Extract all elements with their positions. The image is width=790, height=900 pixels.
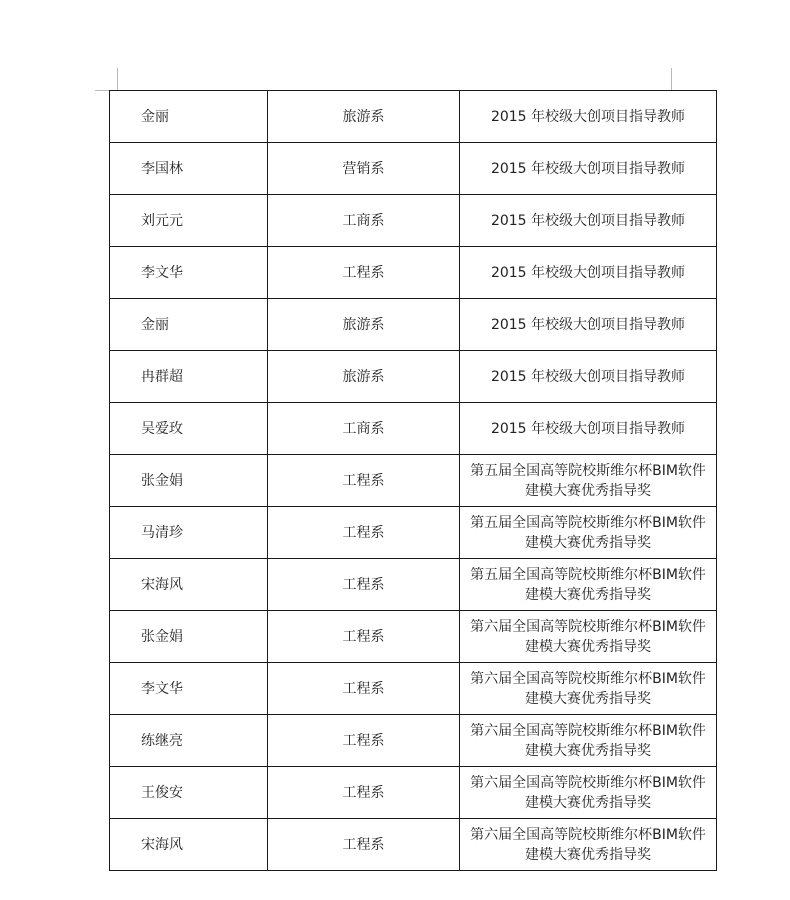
department-cell: 工程系 bbox=[268, 507, 460, 559]
department-cell: 工商系 bbox=[268, 403, 460, 455]
award-text: 2015 年校级大创项目指导教师 bbox=[490, 420, 686, 437]
table-row bbox=[110, 559, 717, 611]
award-cell bbox=[460, 611, 717, 663]
award-cell bbox=[460, 299, 717, 351]
teacher-name-cell: 李文华 bbox=[110, 663, 268, 715]
department-cell: 工程系 bbox=[268, 767, 460, 819]
award-cell bbox=[460, 819, 717, 871]
table-row bbox=[110, 767, 717, 819]
award-text: 第六届全国高等院校斯维尔杯BIM软件建模大赛优秀指导奖 bbox=[470, 826, 706, 863]
award-text: 第六届全国高等院校斯维尔杯BIM软件建模大赛优秀指导奖 bbox=[470, 774, 706, 811]
award-text: 2015 年校级大创项目指导教师 bbox=[490, 212, 686, 229]
table-row bbox=[110, 351, 717, 403]
table-row bbox=[110, 299, 717, 351]
table-row bbox=[110, 195, 717, 247]
award-cell bbox=[460, 143, 717, 195]
award-text: 第六届全国高等院校斯维尔杯BIM软件建模大赛优秀指导奖 bbox=[470, 722, 706, 759]
teacher-name-cell: 金丽 bbox=[110, 91, 268, 143]
award-cell bbox=[460, 403, 717, 455]
teacher-name-cell: 吴爱玫 bbox=[110, 403, 268, 455]
teacher-name-cell: 李文华 bbox=[110, 247, 268, 299]
teacher-name-cell: 练继亮 bbox=[110, 715, 268, 767]
award-cell bbox=[460, 91, 717, 143]
table-row bbox=[110, 715, 717, 767]
table-row bbox=[110, 91, 717, 143]
department-cell: 旅游系 bbox=[268, 299, 460, 351]
award-table bbox=[109, 90, 717, 871]
award-cell bbox=[460, 247, 717, 299]
table-row bbox=[110, 819, 717, 871]
award-text: 第六届全国高等院校斯维尔杯BIM软件建模大赛优秀指导奖 bbox=[470, 618, 706, 655]
department-cell: 工程系 bbox=[268, 819, 460, 871]
table-row bbox=[110, 455, 717, 507]
award-text: 2015 年校级大创项目指导教师 bbox=[490, 160, 686, 177]
crop-mark-top-right-vertical bbox=[671, 68, 672, 90]
table-row bbox=[110, 403, 717, 455]
award-cell bbox=[460, 559, 717, 611]
teacher-name-cell: 马清珍 bbox=[110, 507, 268, 559]
department-cell: 工程系 bbox=[268, 663, 460, 715]
award-cell bbox=[460, 351, 717, 403]
teacher-name-cell: 刘元元 bbox=[110, 195, 268, 247]
award-text: 2015 年校级大创项目指导教师 bbox=[490, 368, 686, 385]
award-cell bbox=[460, 767, 717, 819]
teacher-name-cell: 宋海风 bbox=[110, 819, 268, 871]
teacher-name-cell: 张金娟 bbox=[110, 611, 268, 663]
table-row bbox=[110, 611, 717, 663]
award-cell bbox=[460, 455, 717, 507]
department-cell: 工程系 bbox=[268, 455, 460, 507]
table-row bbox=[110, 507, 717, 559]
award-text: 第五届全国高等院校斯维尔杯BIM软件建模大赛优秀指导奖 bbox=[470, 514, 706, 551]
department-cell: 工程系 bbox=[268, 247, 460, 299]
department-cell: 营销系 bbox=[268, 143, 460, 195]
department-cell: 工程系 bbox=[268, 715, 460, 767]
teacher-name-cell: 金丽 bbox=[110, 299, 268, 351]
teacher-name-cell: 冉群超 bbox=[110, 351, 268, 403]
award-cell bbox=[460, 195, 717, 247]
department-cell: 旅游系 bbox=[268, 351, 460, 403]
department-cell: 旅游系 bbox=[268, 91, 460, 143]
award-cell bbox=[460, 715, 717, 767]
award-table-body bbox=[110, 91, 717, 871]
award-text: 2015 年校级大创项目指导教师 bbox=[490, 108, 686, 125]
award-text: 2015 年校级大创项目指导教师 bbox=[490, 264, 686, 281]
award-cell bbox=[460, 507, 717, 559]
teacher-name-cell: 张金娟 bbox=[110, 455, 268, 507]
award-text: 第五届全国高等院校斯维尔杯BIM软件建模大赛优秀指导奖 bbox=[470, 462, 706, 499]
crop-mark-top-left-vertical bbox=[117, 68, 118, 90]
department-cell: 工程系 bbox=[268, 611, 460, 663]
department-cell: 工程系 bbox=[268, 559, 460, 611]
teacher-name-cell: 宋海风 bbox=[110, 559, 268, 611]
teacher-name-cell: 王俊安 bbox=[110, 767, 268, 819]
department-cell: 工商系 bbox=[268, 195, 460, 247]
table-row bbox=[110, 247, 717, 299]
award-cell bbox=[460, 663, 717, 715]
table-row bbox=[110, 143, 717, 195]
award-text: 2015 年校级大创项目指导教师 bbox=[490, 316, 686, 333]
teacher-name-cell: 李国林 bbox=[110, 143, 268, 195]
award-text: 第五届全国高等院校斯维尔杯BIM软件建模大赛优秀指导奖 bbox=[470, 566, 706, 603]
table-row bbox=[110, 663, 717, 715]
award-text: 第六届全国高等院校斯维尔杯BIM软件建模大赛优秀指导奖 bbox=[470, 670, 706, 707]
